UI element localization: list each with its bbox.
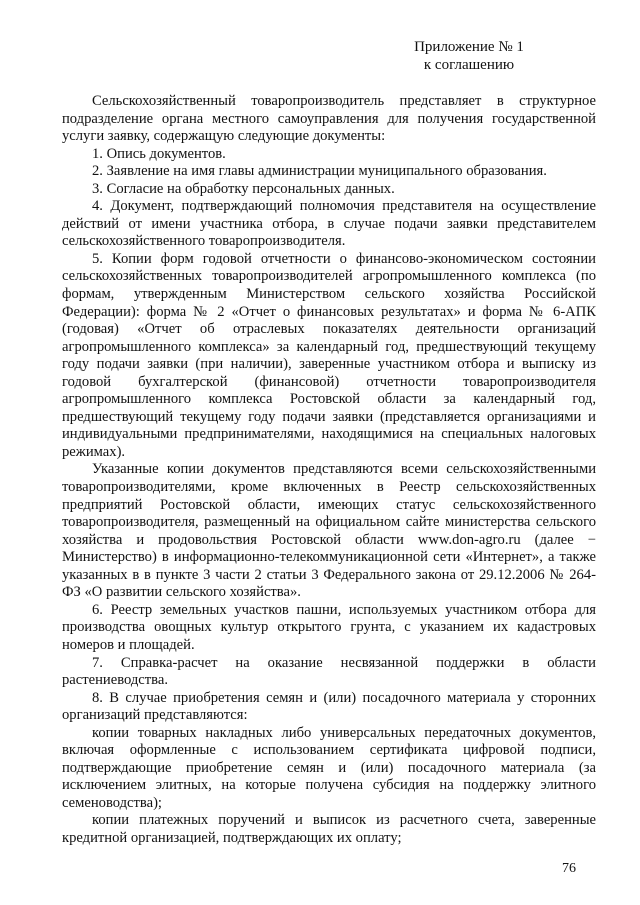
paragraph-intro: Сельскохозяйственный товаропроизводитель представляет в структурное подразделение органа местного самоуправления для получения государственной услуги заявку, содержащую следующие документы: [62,93,596,145]
paragraph-item-2: 2. Заявление на имя главы администрации муниципального образования. [92,163,547,180]
paragraph-item-4: 4. Документ, подтверждающий полномочия представителя на осуществление действий от имени участника отбора, в случае подачи заявки представителем сельскохозяйственного товаропроизводителя. [62,198,596,250]
paragraph-item-6: 6. Реестр земельных участков пашни, используемых участником отбора для производства овощных культур открытого грунта, с указанием их кадастровых номеров и площадей. [62,601,596,653]
paragraph-payments: копии платежных поручений и выписок из расчетного счета, заверенные кредитной организацией, подтверждающих их оплату; [62,812,596,846]
document-body [62,93,596,848]
appendix-header [374,38,564,74]
paragraph-item-7: 7. Справка-расчет на оказание несвязанной поддержки в области растениеводства. [62,654,596,689]
appendix-subtitle: к соглашению [423,57,515,73]
page-number: 76 [562,861,576,876]
paragraph-item-1: 1. Опись документов. [92,145,226,162]
paragraph-invoices: копии товарных накладных либо универсальных передаточных документов, включая оформленные с использованием сертификата цифровой подписи, подтверждающие приобретение семян и (или) посадочного материала (за исключением элитных, на которые получена субсидия на поддержку элитного семеноводства); [62,724,596,811]
paragraph-item-3: 3. Согласие на обработку персональных данных. [92,180,395,197]
appendix-title: Приложение № 1 [414,39,524,55]
paragraph-item-5: 5. Копии форм годовой отчетности о финансово-экономическом состоянии сельскохозяйственных товаропроизводителей агропромышленного комплекса (по формам, утвержденным Министерством сельского хозяйства Российской Федерации): форма № 2 «Отчет о финансовых результатах» и форма № 6-АПК (годовая) «Отчет об отраслевых показателях деятельности организаций агропромышленного комплекса» за календарный год, предшествующий текущему году подачи заявки (при наличии), заверенные участником отбора и выписку из годовой бухгалтерской (финансовой) отчетности товаропроизводителя агропромышленного комплекса Ростовской области за календарный год, предшествующий текущему году подачи заявки (представляется организациями и индивидуальными предпринимателями, находящимися на специальных налоговых режимах). [62,250,596,460]
paragraph-copies-note: Указанные копии документов представляются всеми сельскохозяйственными товаропроизводителями, кроме включенных в Реестр сельскохозяйственных предприятий Ростовской области, имеющих статус сельскохозяйственного товаропроизводителя, размещенный на официальном сайте министерства сельского хозяйства и продовольствия Ростовской области www.don-agro.ru (далее − Министерство) в информационно-телекоммуникационной сети «Интернет», а также указанных в в пункте 3 части 2 статьи 3 Федерального закона от 29.12.2006 № 264-ФЗ «О развитии сельского хозяйства». [62,461,596,601]
paragraph-item-8: 8. В случае приобретения семян и (или) посадочного материала у сторонних организаций представляются: [62,689,596,724]
